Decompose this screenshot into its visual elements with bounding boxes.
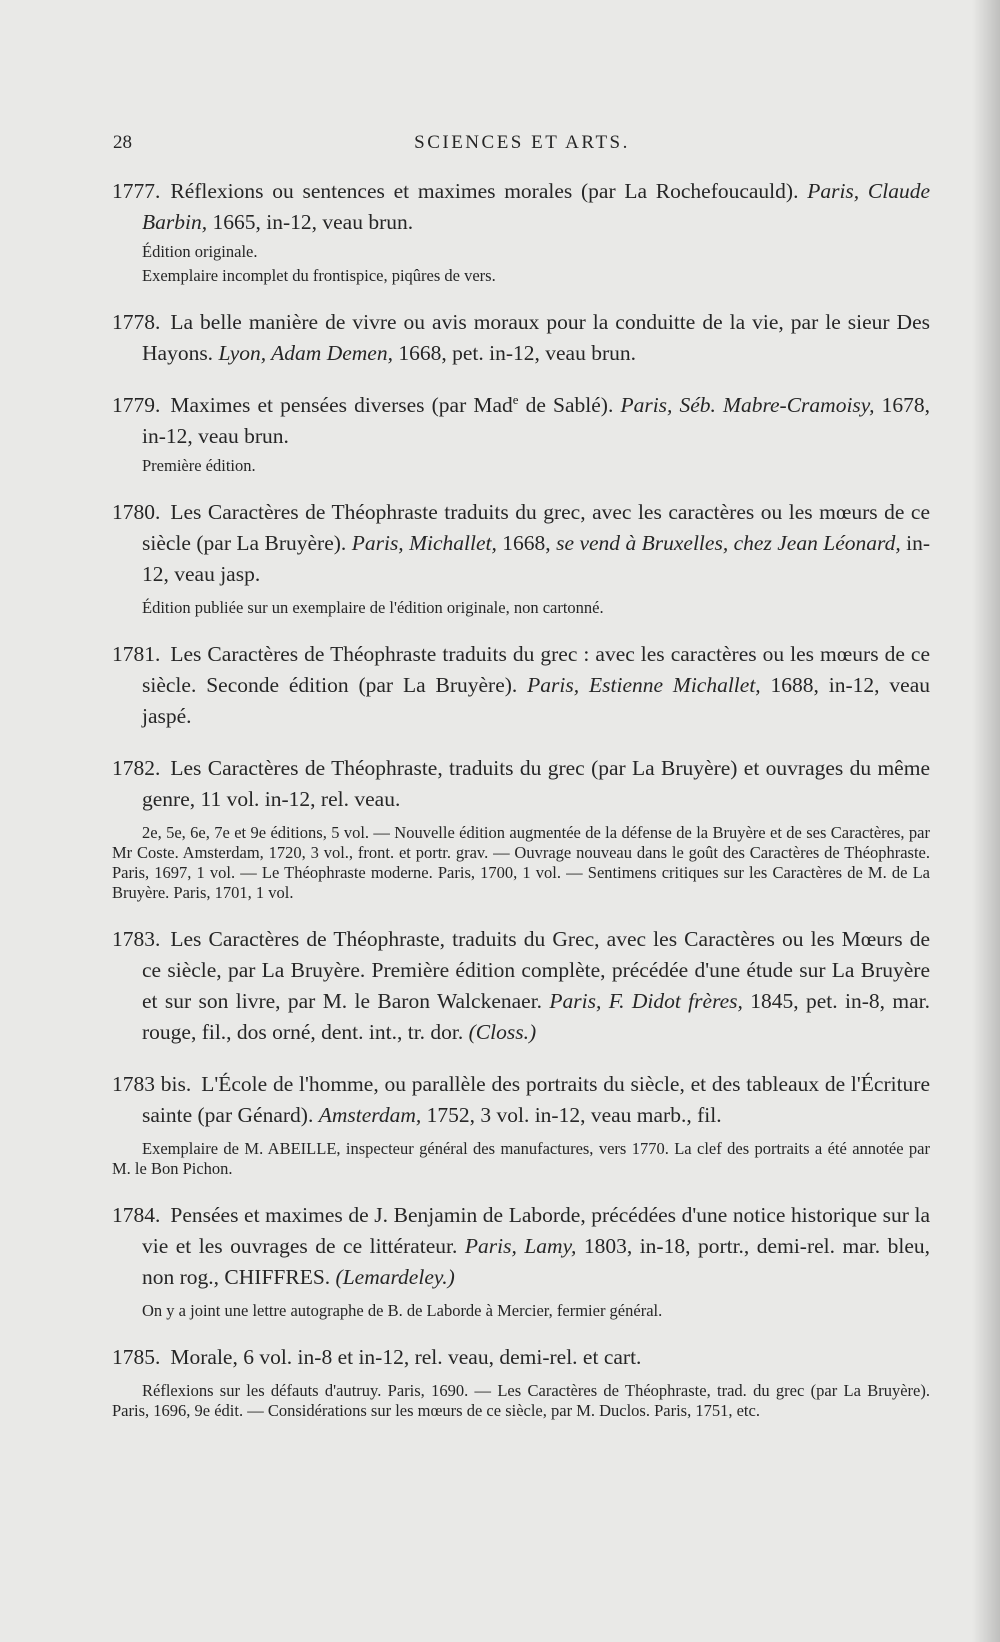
entry-imprint: Paris, Lamy, <box>464 1234 577 1258</box>
entry-number: 1778. <box>112 310 161 334</box>
entry-description: CHIFFRES <box>224 1265 325 1289</box>
entry-description: 1752, 3 vol. in-12, veau marb., fil. <box>421 1103 722 1127</box>
entry-imprint: Paris, Séb. Mabre-Cramoisy, <box>620 393 875 417</box>
entry-note: Édition originale. <box>142 242 258 261</box>
entry-number: 1784. <box>112 1203 161 1227</box>
entry-description: 1803, in-18, portr., demi-rel. mar. bleu, non rog., <box>142 1234 930 1289</box>
running-title: SCIENCES ET ARTS. <box>414 132 630 153</box>
entry-description: in-12, veau jasp. <box>142 531 931 586</box>
entry-description: Les Caractères de Théophraste traduits du grec, avec les caractères ou les mœurs de ce siècle (par La Bruyère). <box>142 500 930 555</box>
entry-number: 1783 bis. <box>112 1072 192 1096</box>
catalogue-entry <box>112 176 930 286</box>
catalogue-entry <box>112 390 930 476</box>
entry-description: 1668, <box>496 531 557 555</box>
entry-text <box>112 753 930 815</box>
entry-text <box>112 639 930 732</box>
entry-description: 1845, pet. in-8, mar. rouge, fil., dos orné, dent. int., tr. dor. <box>142 989 931 1044</box>
entry-number: 1780. <box>112 500 161 524</box>
entry-imprint: Paris, Estienne Michallet, <box>527 673 761 697</box>
page-number: 28 <box>113 132 132 153</box>
entry-text <box>112 390 930 452</box>
entry-description: 1678, in-12, veau brun. <box>142 393 931 448</box>
entry-text <box>112 307 930 369</box>
entry-description: Réflexions ou sentences et maximes morales (par La Rochefoucauld). <box>170 179 808 203</box>
entry-note: Édition publiée sur un exemplaire de l'édition originale, non cartonné. <box>142 598 604 617</box>
entry-note: Réflexions sur les défauts d'autruy. Paris, 1690. — Les Caractères de Théophraste, trad. du grec (par La Bruyère). Paris, 1696, 9e édit. — Considérations sur les mœurs de ce siècle, par M. Duclos. Paris, 1751, etc. <box>112 1381 930 1420</box>
entry-imprint: (Closs.) <box>468 1020 537 1044</box>
catalogue-entry <box>112 497 930 618</box>
entry-number: 1782. <box>112 756 161 780</box>
entry-imprint: Paris, Claude Barbin, <box>142 179 930 234</box>
entry-text <box>112 1342 930 1373</box>
entry-description: L'École de l'homme, ou parallèle des portraits du siècle, et des tableaux de l'Écriture sainte (par Génard). <box>142 1072 930 1127</box>
entry-imprint: se vend à Bruxelles, chez Jean Léonard, <box>556 531 901 555</box>
entry-imprint: Paris, Michallet, <box>351 531 497 555</box>
entry-description: Les Caractères de Théophraste, traduits du Grec, avec les Caractères ou les Mœurs de ce siècle, par La Bruyère. Première édition complète, précédée d'une étude sur La Bruyère et sur son livre, par M. le Baron Walckenaer. <box>142 927 930 1013</box>
catalogue-entries <box>112 176 930 1442</box>
entry-note: Exemplaire incomplet du frontispice, piqûres de vers. <box>142 266 496 285</box>
catalogue-entry <box>112 1200 930 1321</box>
entry-text <box>112 924 930 1048</box>
entry-description: Les Caractères de Théophraste traduits du grec : avec les caractères ou les mœurs de ce siècle. Seconde édition (par La Bruyère). <box>142 642 930 697</box>
entry-description: Morale, 6 vol. in-8 et in-12, rel. veau, demi-rel. et cart. <box>170 1345 642 1369</box>
entry-description: . <box>324 1265 336 1289</box>
entry-text <box>112 1069 930 1131</box>
entry-number: 1785. <box>112 1345 161 1369</box>
catalogue-entry <box>112 1069 930 1179</box>
entry-description: 1668, pet. in-12, veau brun. <box>392 341 636 365</box>
page-header <box>113 132 931 162</box>
entry-text <box>112 1200 930 1293</box>
catalogue-entry <box>112 1342 930 1421</box>
entry-description: Maximes et pensées diverses (par Mad <box>170 393 513 417</box>
entry-description: 1665, in-12, veau brun. <box>207 210 414 234</box>
entry-description: Pensées et maximes de J. Benjamin de Laborde, précédées d'une notice historique sur la vie et les ouvrages de ce littérateur. <box>142 1203 930 1258</box>
entry-number: 1779. <box>112 393 161 417</box>
entry-imprint: Amsterdam, <box>318 1103 422 1127</box>
entry-note: 2e, 5e, 6e, 7e et 9e éditions, 5 vol. — Nouvelle édition augmentée de la défense de la Bruyère et de ses Caractères, par Mr Coste. Amsterdam, 1720, 3 vol., front. et portr. grav. — Ouvrage nouveau dans le goût des Caractères de Théophraste. Paris, 1697, 1 vol. — Le Théophraste moderne. Paris, 1700, 1 vol. — Sentimens critiques sur les Caractères de M. de La Bruyère. Paris, 1701, 1 vol. <box>112 823 930 902</box>
entry-note: On y a joint une lettre autographe de B. de Laborde à Mercier, fermier général. <box>142 1301 663 1320</box>
entry-description: 1688, in-12, veau jaspé. <box>142 673 931 728</box>
entry-number: 1777. <box>112 179 161 203</box>
entry-description: de Sablé). <box>518 393 621 417</box>
entry-description: Les Caractères de Théophraste, traduits du grec (par La Bruyère) et ouvrages du même genre, 11 vol. in-12, rel. veau. <box>142 756 930 811</box>
entry-description: La belle manière de vivre ou avis moraux pour la conduitte de la vie, par le sieur Des Hayons. <box>142 310 930 365</box>
entry-note: Exemplaire de M. ABEILLE, inspecteur général des manufactures, vers 1770. La clef des portraits a été annotée par M. le Bon Pichon. <box>112 1139 930 1178</box>
catalogue-entry <box>112 307 930 369</box>
entry-text <box>112 176 930 238</box>
entry-note: Première édition. <box>142 456 256 475</box>
entry-imprint: (Lemardeley.) <box>335 1265 455 1289</box>
entry-imprint: Paris, F. Didot frères, <box>549 989 743 1013</box>
page-edge-shadow <box>972 0 1000 1642</box>
entry-text <box>112 497 930 590</box>
entry-number: 1781. <box>112 642 161 666</box>
entry-description: e <box>512 392 519 407</box>
entry-number: 1783. <box>112 927 161 951</box>
catalogue-entry <box>112 639 930 732</box>
catalogue-entry <box>112 924 930 1048</box>
catalogue-entry <box>112 753 930 903</box>
entry-imprint: Lyon, Adam Demen, <box>218 341 393 365</box>
